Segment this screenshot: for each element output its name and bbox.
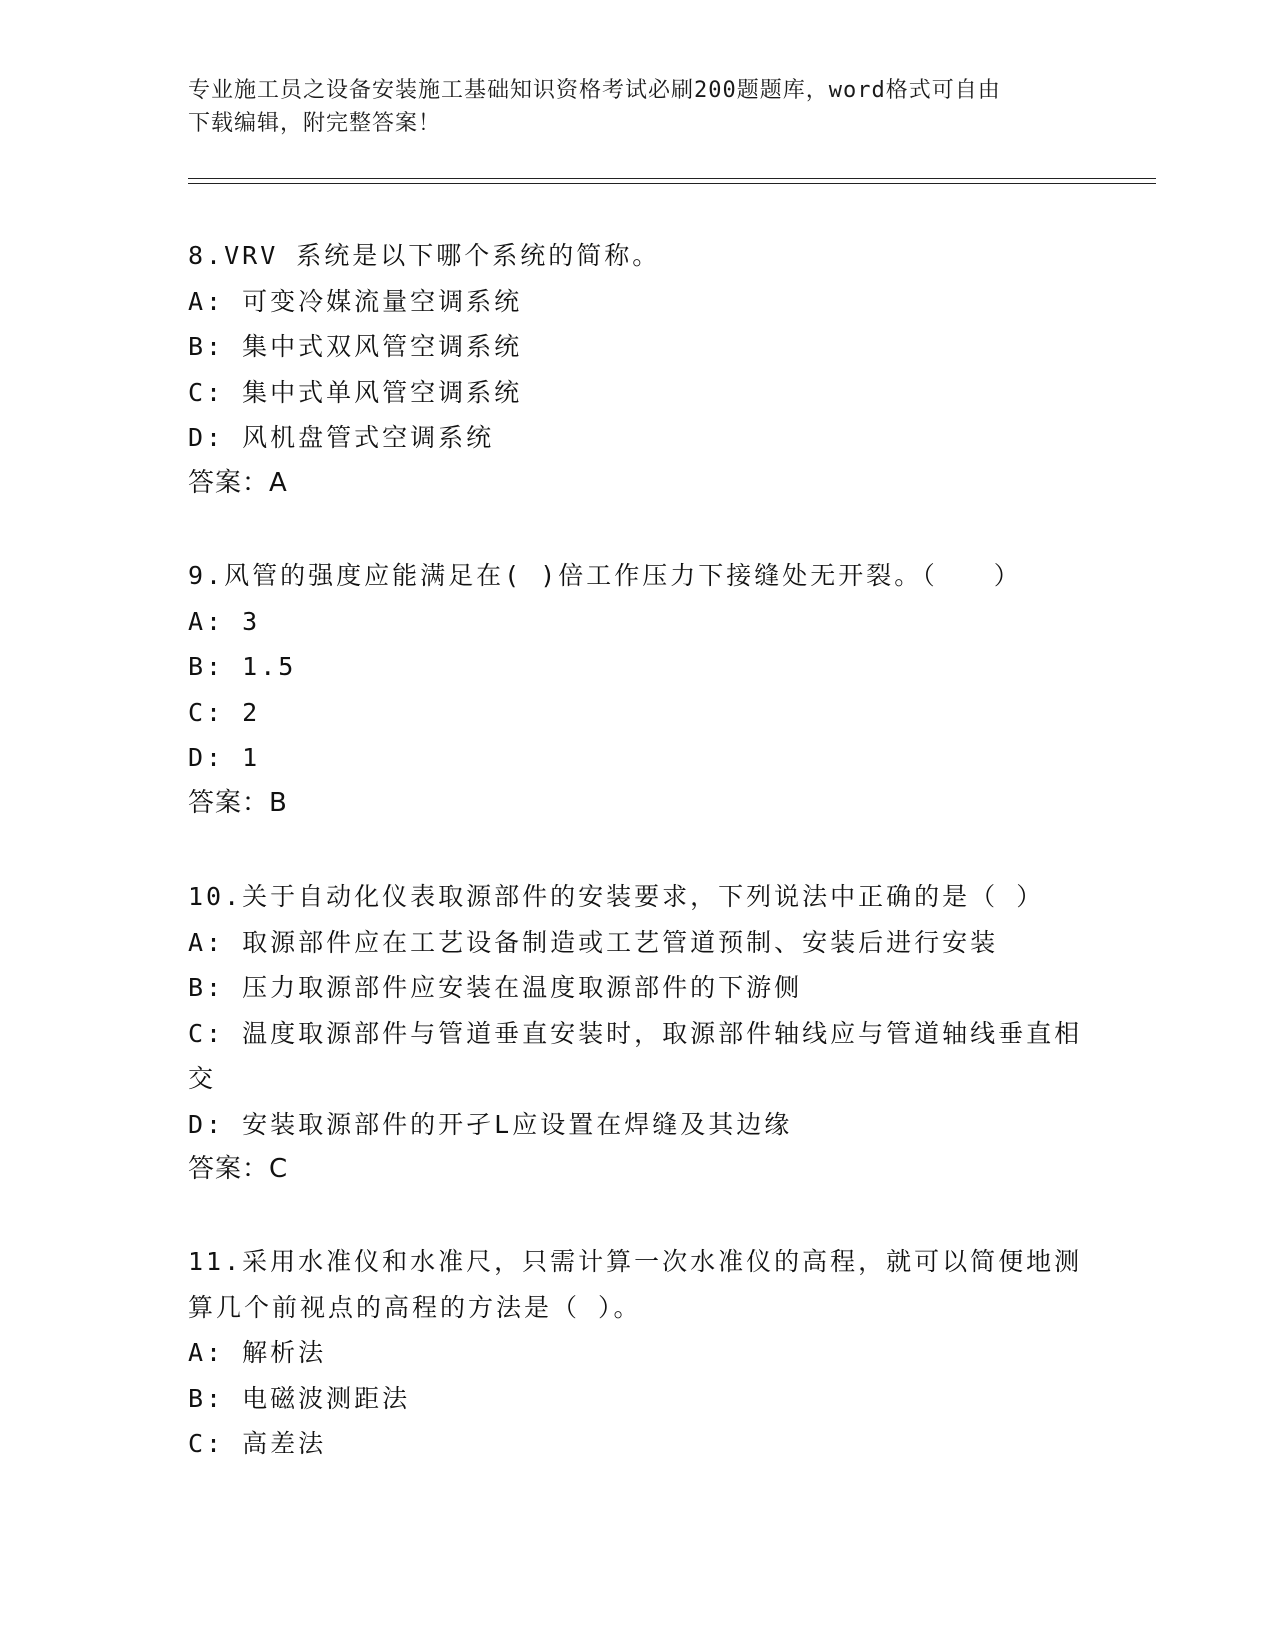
question-text: 9.风管的强度应能满足在( )倍工作压力下接缝处无开裂。（ ） — [188, 561, 1022, 590]
question-8 — [188, 233, 1088, 506]
option-c: C: 2 — [188, 697, 261, 727]
question-11 — [188, 1239, 1088, 1467]
option-d: D: 安装取源部件的开孑L应设置在焊缝及其边缘 — [188, 1109, 793, 1139]
option-d: D: 1 — [188, 743, 261, 772]
question-text: 10.关于自动化仪表取源部件的安装要求，下列说法中正确的是（ ） — [188, 882, 1045, 911]
option-c: C: 温度取源部件与管道垂直安装时，取源部件轴线应与管道轴线垂直相交 — [188, 1018, 1083, 1093]
answer: 答案：B — [188, 787, 288, 818]
option-d: D: 风机盘管式空调系统 — [188, 423, 495, 452]
document-header — [188, 74, 1088, 140]
question-10 — [188, 874, 1088, 1193]
question-text: 8.VRV 系统是以下哪个系统的简称。 — [188, 241, 661, 270]
option-c: C: 集中式单风管空调系统 — [188, 377, 523, 407]
question-text: 11.采用水准仪和水准尺，只需计算一次水准仪的高程，就可以简便地测算几个前视点的高程的方法是（ ）。 — [188, 1247, 1083, 1322]
option-b: B: 1.5 — [188, 652, 297, 681]
answer: 答案：A — [188, 467, 288, 498]
question-9 — [188, 553, 1088, 826]
option-b: B: 集中式双风管空调系统 — [188, 332, 523, 361]
option-b: B: 压力取源部件应安装在温度取源部件的下游侧 — [188, 973, 803, 1002]
option-a: A: 取源部件应在工艺设备制造或工艺管道预制、安装后进行安装 — [188, 927, 999, 957]
header-line-2: 下载编辑，附完整答案！ — [188, 111, 442, 136]
header-divider-top — [188, 178, 1156, 179]
header-divider-bottom — [188, 183, 1156, 184]
option-a: A: 解析法 — [188, 1338, 327, 1367]
header-line-1: 专业施工员之设备安装施工基础知识资格考试必刷200题题库，word格式可自由 — [188, 78, 1001, 103]
option-a: A: 可变冷媒流量空调系统 — [188, 286, 523, 316]
option-a: A: 3 — [188, 606, 261, 636]
option-b: B: 电磁波测距法 — [188, 1383, 411, 1413]
option-c: C: 高差法 — [188, 1429, 327, 1458]
answer: 答案：C — [188, 1154, 289, 1184]
